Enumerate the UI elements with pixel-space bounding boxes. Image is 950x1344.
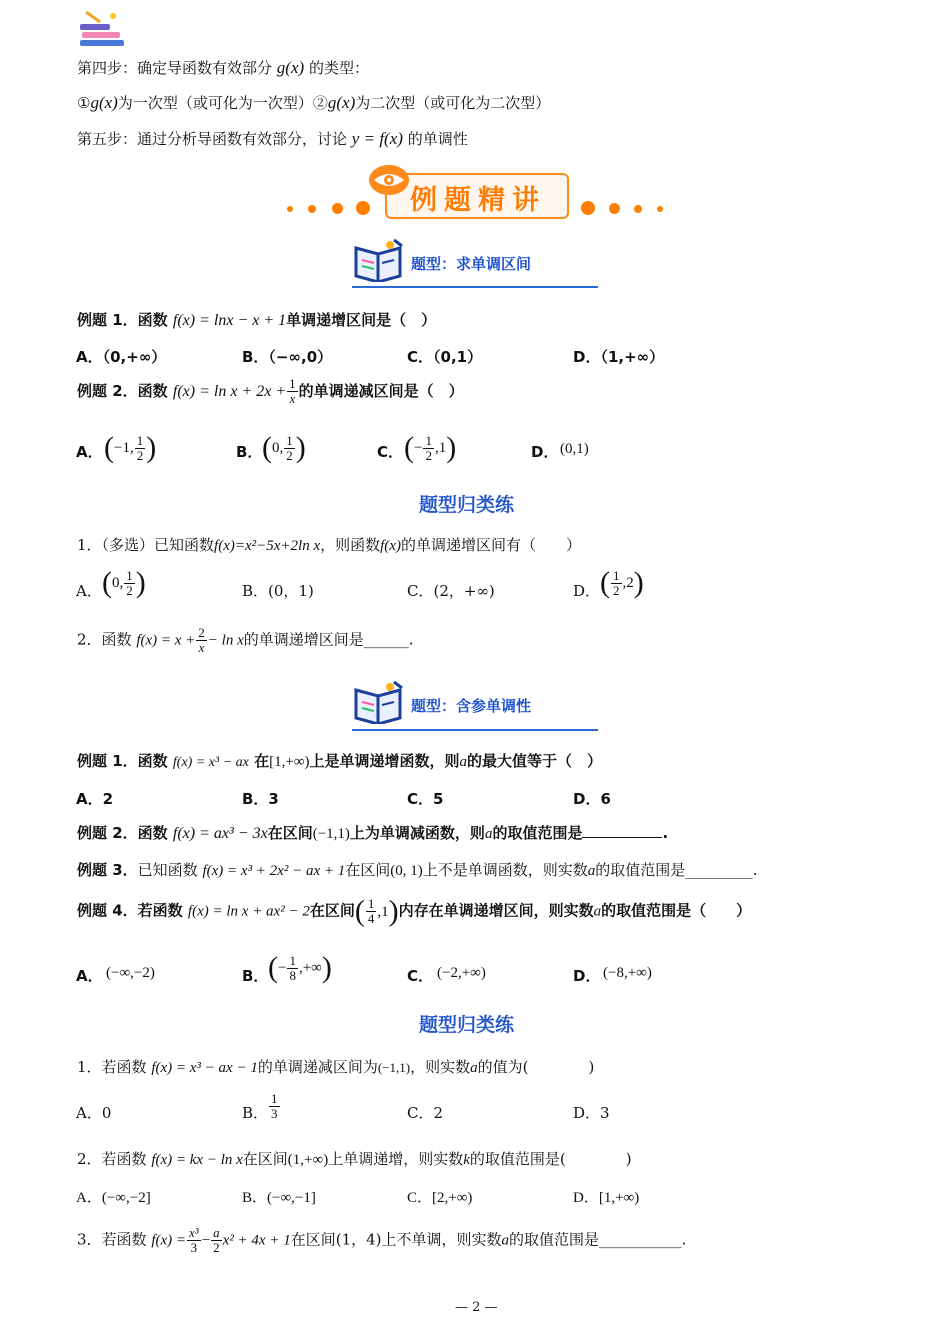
s1-ex1-options: A．（0,+∞） B．（−∞,0） C．（0,1） D．（1,+∞）	[76, 348, 665, 366]
section-rule-1	[352, 286, 598, 288]
s2-example2: 例题 2．函数 f(x) = ax³ − 3x在区间(−1,1)上为单调减函数，则a的取值范围是 .	[77, 824, 669, 842]
s2-p2-options: A．(−∞,−2] B．(−∞,−1] C．[2,+∞) D．[1,+∞)	[76, 1190, 640, 1206]
book-icon	[352, 680, 404, 724]
s1-example2: 例题 2．函数 f(x) = ln x + 2x + $\frac{1}{x}$ 的单调递减区间是（ ）	[77, 376, 464, 406]
intro-step4: 第四步：确定导函数有效部分 g(x) 的类型：	[77, 58, 369, 77]
intro-step5: 第五步：通过分析导函数有效部分，讨论 y = f(x) 的单调性	[77, 129, 468, 148]
page-number: — 2 —	[455, 1300, 498, 1315]
s1-ex2-options: A． (−1, $\frac{1}{2}$ ) B． (0, $\frac{1}{2}$ ) C． (− $\frac{1}{2}$ ,1) D． (0,1)	[76, 431, 589, 464]
s2-example3: 例题 3．已知函数 f(x) = x³ + 2x² − ax + 1在区间(0, 1)上不是单调函数，则实数a的取值范围是_________.	[77, 861, 758, 879]
practice-title-2: 题型归类练	[419, 1014, 515, 1036]
eye-icon	[368, 164, 410, 196]
s1-practice1: 1．（多选）已知函数f(x)=x²−5x+2ln x，则函数f(x)的单调递增区间有（ ）	[77, 536, 581, 554]
book-icon	[352, 238, 404, 282]
banner-dot	[634, 205, 642, 213]
s1-practice2: 2．函数 f(x) = x + $\frac{2}{x}$ − ln x的单调递增区间是______.	[77, 625, 414, 655]
banner-dot	[332, 203, 343, 214]
banner-dot	[581, 201, 595, 215]
s2-p1-options: A．0 B． $\frac{1}{3}$ C．2 D．3	[76, 1091, 610, 1122]
s1-example1: 例题 1．函数 f(x) = lnx − x + 1单调递增区间是（ ）	[77, 311, 437, 329]
banner-dot	[657, 206, 663, 212]
banner-dot	[609, 203, 620, 214]
s1-p1-options: A． (0, $\frac{1}{2}$ ) B．(0，1) C．(2，+∞) D． ( $\frac{1}{2}$ ,2)	[76, 566, 644, 600]
banner-dot	[356, 201, 370, 215]
banner-title: 例题精讲	[410, 185, 546, 216]
s2-practice3: 3．若函数 f(x) = $\frac{\text{x³}}{3}$ − $\frac{a}{2}$ x² + 4x + 1在区间(1，4)上不单调，则实数a的取值范围是___________.	[77, 1225, 687, 1255]
s2-example4: 例题 4．若函数 f(x) = ln x + ax² − 2在区间( $\frac{1}{4}$ ,1)内存在单调递增区间，则实数a的取值范围是（ ）	[77, 894, 752, 927]
intro-types: ①g(x)为一次型（或可化为一次型）②g(x)为二次型（或可化为二次型）	[77, 93, 551, 112]
banner-dot	[308, 205, 316, 213]
practice-title-1: 题型归类练	[419, 494, 515, 516]
s2-example1: 例题 1．函数 f(x) = x³ − ax 在[1,+∞)上是单调递增函数，则a的最大值等于（ ）	[77, 752, 603, 770]
s2-practice2: 2．若函数 f(x) = kx − ln x在区间(1,+∞)上单调递增，则实数k的取值范围是( )	[77, 1150, 632, 1168]
section-label-1: 题型：求单调区间	[411, 255, 532, 273]
header-logo-icon	[78, 8, 128, 52]
section-rule-2	[352, 729, 598, 731]
s2-ex4-options: A． (−∞,−2) B． (− $\frac{1}{8}$ ,+∞) C． (−2,+∞) D． (−8,+∞)	[76, 951, 652, 985]
section-label-2: 题型：含参单调性	[411, 697, 532, 715]
s2-ex1-options: A．2 B．3 C．5 D．6	[76, 790, 611, 808]
s2-practice1: 1．若函数 f(x) = x³ − ax − 1的单调递减区间为(−1,1)，则实数a的值为( )	[77, 1058, 595, 1076]
banner-dot	[287, 206, 293, 212]
